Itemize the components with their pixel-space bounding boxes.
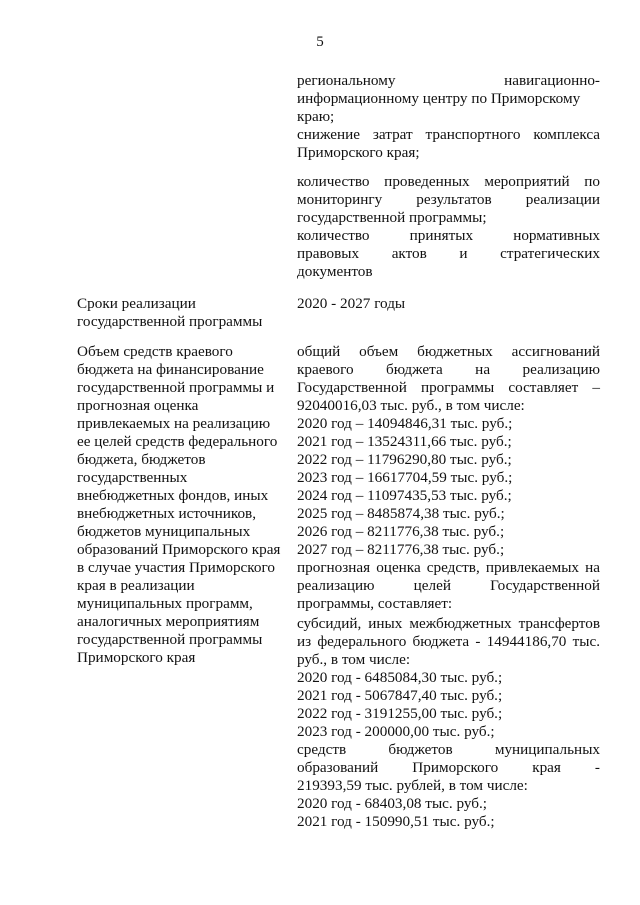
funding-total-block [297, 343, 600, 613]
text-line: краевого бюджета на реализацию [297, 361, 600, 378]
year-amount: 2021 год - 150990,51 тыс. руб.; [297, 813, 495, 830]
year-amount: 2021 год - 5067847,40 тыс. руб.; [297, 687, 503, 704]
text-line: субсидий, иных межбюджетных трансфертов [297, 615, 600, 632]
text-line: государственной программы [77, 631, 263, 648]
year-amount: 2020 год - 6485084,30 тыс. руб.; [297, 669, 503, 686]
text-line: средств бюджетов муниципальных [297, 741, 600, 758]
text-line: прогнозная оценка [77, 397, 199, 414]
text-line: снижение затрат транспортного комплекса [297, 126, 600, 143]
text-line: из федерального бюджета - 14944186,70 тыс. [297, 633, 600, 650]
text-line: правовых актов и стратегических [297, 245, 600, 262]
text-line: Приморского края; [297, 144, 420, 161]
funding-label [77, 343, 281, 667]
text-line: Сроки реализации [77, 295, 196, 312]
text-line: бюджета на финансирование [77, 361, 264, 378]
text-line: краю; [297, 108, 335, 125]
year-amount: 2026 год – 8211776,38 тыс. руб.; [297, 523, 505, 540]
year-amount: 2020 год - 68403,08 тыс. руб.; [297, 795, 488, 812]
year-amount: 2023 год - 200000,00 тыс. руб.; [297, 723, 495, 740]
text-line: руб., в том числе: [297, 651, 411, 668]
text-line: Объем средств краевого [77, 343, 233, 360]
text-line: 92040016,03 тыс. руб., в том числе: [297, 397, 525, 414]
text-line: бюджета, бюджетов [77, 451, 206, 468]
year-amount: 2024 год – 11097435,53 тыс. руб.; [297, 487, 512, 504]
indicators-block [297, 173, 600, 281]
text-line: образований Приморского края [77, 541, 281, 558]
text-line: муниципальных программ, [77, 595, 253, 612]
text-line: количество принятых нормативных [297, 227, 600, 244]
funding-federal-block [297, 615, 600, 831]
text-line: Государственной программы составляет – [297, 379, 600, 396]
text-line: количество проведенных мероприятий по [297, 173, 600, 190]
text-line: государственных [77, 469, 188, 486]
term-label [77, 295, 277, 331]
text-line: общий объем бюджетных ассигнований [297, 343, 600, 360]
text-line: государственной программы; [297, 209, 487, 226]
page-number: 5 [316, 34, 324, 50]
text-line: мониторингу результатов реализации [297, 191, 600, 208]
text-line: края в реализации [77, 577, 195, 594]
text-line: образований Приморского края - [297, 759, 600, 776]
year-amount: 2021 год – 13524311,66 тыс. руб.; [297, 433, 512, 450]
year-amount: 2025 год – 8485874,38 тыс. руб.; [297, 505, 505, 522]
term-value [297, 295, 600, 313]
text-line: привлекаемых на реализацию [77, 415, 271, 432]
year-amount: 2022 год – 11796290,80 тыс. руб.; [297, 451, 512, 468]
text-line: документов [297, 263, 373, 280]
text-line: реализацию целей Государственной [297, 577, 600, 594]
text-line: региональному навигационно- [297, 72, 600, 89]
text-line: прогнозная оценка средств, привлекаемых на [297, 559, 600, 576]
text-line: внебюджетных источников, [77, 505, 257, 522]
text-line: государственной программы [77, 313, 263, 330]
text-line: бюджетов муниципальных [77, 523, 251, 540]
year-amount: 2023 год – 16617704,59 тыс. руб.; [297, 469, 513, 486]
continuation-block [297, 72, 600, 162]
text-line: Приморского края [77, 649, 196, 666]
text-line: государственной программы и [77, 379, 275, 396]
text-line: ее целей средств федерального [77, 433, 278, 450]
year-amount: 2027 год – 8211776,38 тыс. руб.; [297, 541, 505, 558]
year-amount: 2022 год - 3191255,00 тыс. руб.; [297, 705, 503, 722]
text-line: в случае участия Приморского [77, 559, 275, 576]
text-line: программы, составляет: [297, 595, 453, 612]
text-line: 2020 - 2027 годы [297, 295, 406, 312]
text-line: аналогичных мероприятиям [77, 613, 260, 630]
text-line: информационному центру по Приморскому [297, 90, 581, 107]
year-amount: 2020 год – 14094846,31 тыс. руб.; [297, 415, 513, 432]
text-line: 219393,59 тыс. рублей, в том числе: [297, 777, 528, 794]
text-line: внебюджетных фондов, иных [77, 487, 269, 504]
